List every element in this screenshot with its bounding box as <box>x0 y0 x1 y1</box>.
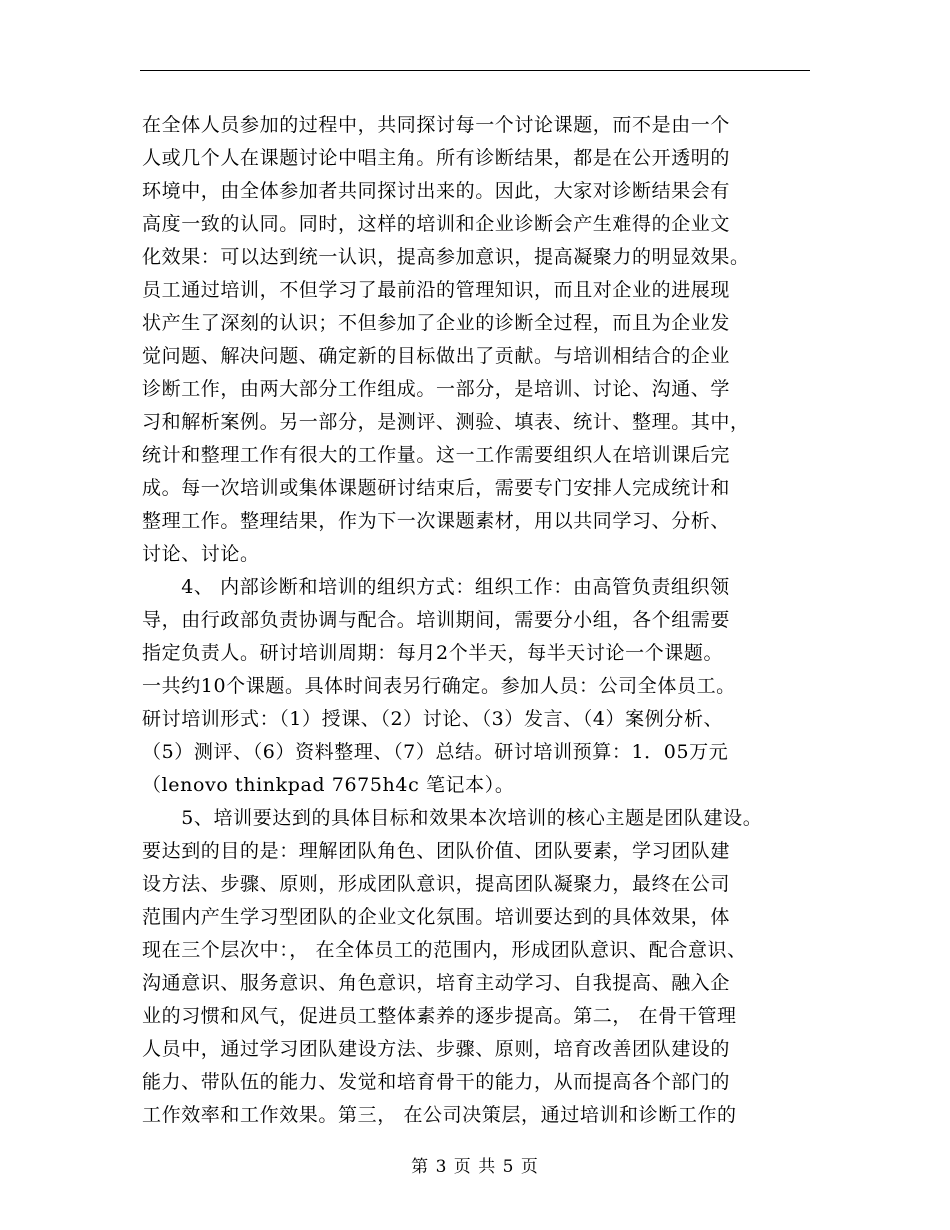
text-line: 要达到的目的是：理解团队角色、团队价值、团队要素，学习团队建 <box>142 840 731 862</box>
text-line: 范围内产生学习型团队的企业文化氛围。培训要达到的具体效果，体 <box>142 906 731 928</box>
text-line: 4、 内部诊断和培训的组织方式：组织工作：由高管负责组织领 <box>142 576 730 598</box>
text-line: 觉问题、解决问题、确定新的目标做出了贡献。与培训相结合的企业 <box>142 345 731 367</box>
text-line: 诊断工作，由两大部分工作组成。一部分，是培训、讨论、沟通、学 <box>142 378 731 400</box>
text-line: 现在三个层次中：， 在全体员工的范围内，形成团队意识、配合意识、 <box>142 939 747 961</box>
text-line: 状产生了深刻的认识；不但参加了企业的诊断全过程，而且为企业发 <box>142 312 731 334</box>
text-line: 一共约10个课题。具体时间表另行确定。参加人员：公司全体员工。 <box>142 675 736 697</box>
page-footer: 第 3 页 共 5 页 <box>411 1157 539 1177</box>
text-line: 讨论、讨论。 <box>142 543 260 565</box>
text-line: 习和解析案例。另一部分，是测评、测验、填表、统计、整理。其中， <box>142 411 750 433</box>
text-line: 环境中，由全体参加者共同探讨出来的。因此，大家对诊断结果会有 <box>142 180 731 202</box>
text-line: 业的习惯和风气，促进员工整体素养的逐步提高。第二， 在骨干管理 <box>142 1005 737 1027</box>
text-line: 指定负责人。研讨培训周期：每月2个半天，每半天讨论一个课题。 <box>142 642 724 664</box>
text-line: 高度一致的认同。同时，这样的培训和企业诊断会产生难得的企业文 <box>142 213 731 235</box>
text-line: 化效果：可以达到统一认识，提高参加意识，提高凝聚力的明显效果。 <box>142 246 750 268</box>
text-line: 能力、带队伍的能力、发觉和培育骨干的能力，从而提高各个部门的 <box>142 1071 731 1093</box>
text-line: 研讨培训形式：（1）授课、（2）讨论、（3）发言、（4）案例分析、 <box>142 708 724 730</box>
text-line: 成。每一次培训或集体课题研讨结束后，需要专门安排人完成统计和 <box>142 477 731 499</box>
text-line: （lenovo thinkpad 7675h4c 笔记本）。 <box>142 774 515 796</box>
text-line: 人或几个人在课题讨论中唱主角。所有诊断结果，都是在公开透明的 <box>142 147 731 169</box>
text-line: 导，由行政部负责协调与配合。培训期间，需要分小组，各个组需要 <box>142 609 731 631</box>
text-line: （5）测评、（6）资料整理、（7）总结。研讨培训预算：1．05万元 <box>142 741 729 763</box>
text-line: 员工通过培训，不但学习了最前沿的管理知识，而且对企业的进展现 <box>142 279 731 301</box>
text-line: 人员中，通过学习团队建设方法、步骤、原则，培育改善团队建设的 <box>142 1038 731 1060</box>
text-line: 沟通意识、服务意识、角色意识，培育主动学习、自我提高、融入企 <box>142 972 731 994</box>
text-line: 统计和整理工作有很大的工作量。这一工作需要组织人在培训课后完 <box>142 444 731 466</box>
text-line: 工作效率和工作效果。第三， 在公司决策层，通过培训和诊断工作的 <box>142 1104 737 1126</box>
text-line: 设方法、步骤、原则，形成团队意识，提高团队凝聚力，最终在公司 <box>142 873 731 895</box>
text-line: 整理工作。整理结果，作为下一次课题素材，用以共同学习、分析、 <box>142 510 731 532</box>
header-rule <box>140 70 810 71</box>
text-line: 在全体人员参加的过程中，共同探讨每一个讨论课题，而不是由一个 <box>142 114 731 136</box>
text-line: 5、培训要达到的具体目标和效果本次培训的核心主题是团队建设。 <box>142 807 763 829</box>
